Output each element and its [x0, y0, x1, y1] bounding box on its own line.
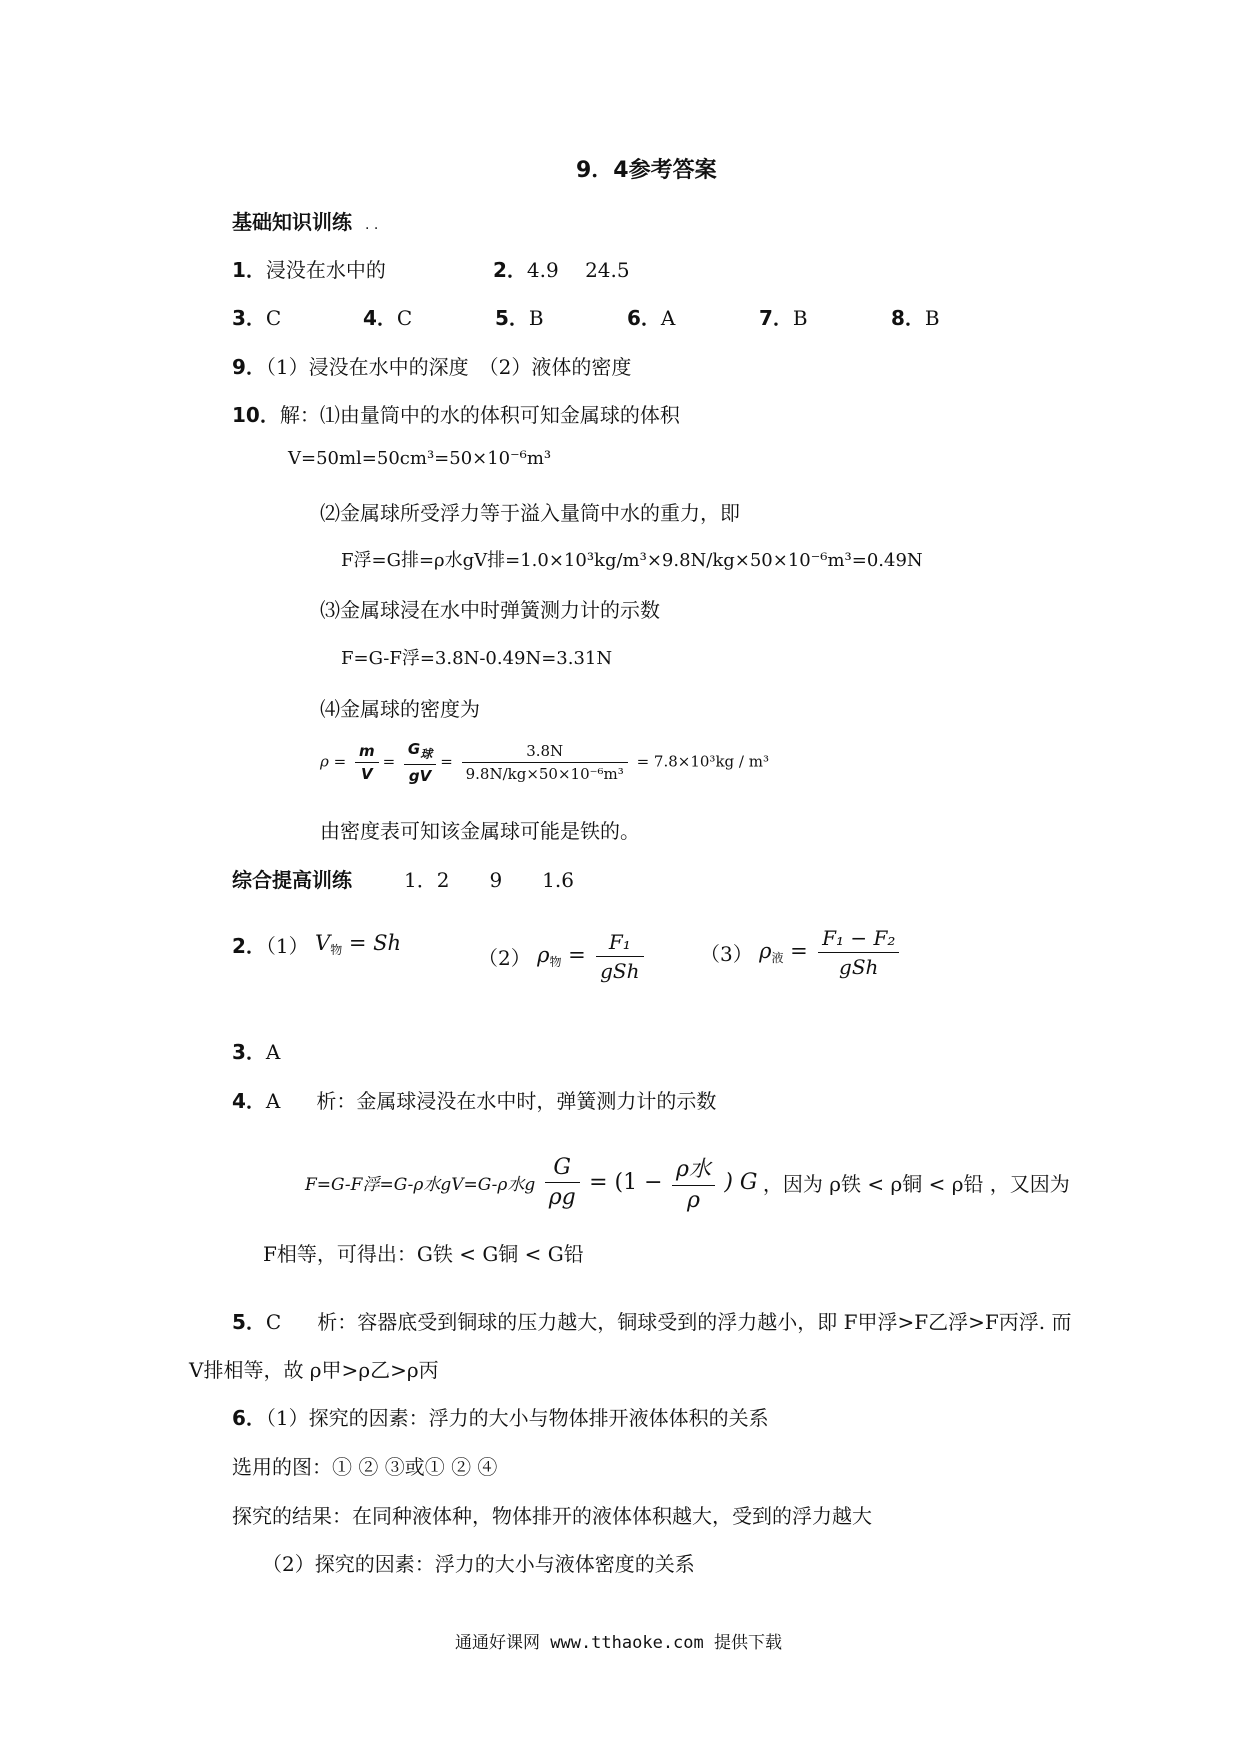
answer-text: （1）探究的因素：浮力的大小与物体排开液体体积的关系	[265, 1406, 769, 1430]
rho-symbol: ρ	[537, 943, 550, 967]
question-number: 2．	[493, 258, 527, 282]
answer-text: C	[396, 306, 413, 330]
scale-force-derivation	[305, 1152, 1070, 1213]
question-number: 3．	[232, 1040, 266, 1064]
fraction-numerator: ρ水	[672, 1152, 715, 1186]
question-number: 8．	[891, 306, 925, 330]
fraction-rho-water-over-rho	[672, 1152, 715, 1213]
question-number: 4．	[232, 1089, 266, 1113]
advanced-question-2	[232, 930, 401, 959]
equation-right: ) G	[724, 1170, 758, 1195]
section-heading-advanced: 综合提高训练	[232, 868, 352, 892]
question-number: 5．	[495, 306, 529, 330]
answer-text: 浸没在水中的	[265, 258, 386, 282]
advanced-question-1: 1．2 9 1.6	[404, 868, 574, 892]
question-number: 6．	[232, 1406, 266, 1430]
fraction-denominator: V	[360, 765, 373, 783]
fraction-denominator: gSh	[600, 959, 640, 983]
fraction-f1-over-gsh	[596, 930, 643, 983]
fraction-f1-minus-f2-over-gsh	[818, 926, 899, 979]
analysis-text: 析：容器底受到铜球的压力越大，铜球受到的浮力越小，即 F甲浮>F乙浮>F丙浮. 而	[317, 1310, 1072, 1334]
answer-text: B	[528, 306, 544, 330]
rho-subscript: 物	[549, 955, 562, 969]
advanced-question-5-line-2: V排相等，故 ρ甲>ρ乙>ρ丙	[189, 1358, 439, 1382]
fraction-numerator: F₁	[596, 930, 643, 957]
mc-answer-4	[363, 302, 412, 331]
advanced-question-4-conclusion: F相等，可得出：G铁 < G铜 < G铅	[263, 1242, 584, 1266]
question-number: 1．	[232, 258, 266, 282]
page-footer: 通通好课网 www.tthaoke.com 提供下载	[455, 1633, 782, 1653]
mc-answer-8	[891, 302, 940, 331]
question-number: 9．	[232, 355, 266, 379]
mc-answer-5	[495, 302, 544, 331]
part-label: （2）	[478, 946, 531, 970]
answer-text: A	[265, 1040, 281, 1064]
answer-text: A	[660, 306, 676, 330]
advanced-question-6-part-2: （2）探究的因素：浮力的大小与液体密度的关系	[262, 1552, 695, 1576]
volume-equation: V=50ml=50cm³=50×10⁻⁶m³	[288, 448, 552, 469]
advanced-question-5	[232, 1306, 1071, 1335]
answer-text: 4.9 24.5	[526, 258, 630, 282]
q10-step-3: ⑶金属球浸在水中时弹簧测力计的示数	[320, 598, 660, 622]
question-number: 5．	[232, 1310, 266, 1334]
answer-text: 解：⑴由量筒中的水的体积可知金属球的体积	[279, 403, 680, 427]
buoyancy-equation: F浮=G排=ρ水gV排=1.0×10³kg/m³×9.8N/kg×50×10⁻⁶m³=0.49N	[341, 550, 923, 571]
scale-reading-equation: F=G-F浮=3.8N-0.49N=3.31N	[341, 648, 613, 669]
fraction-numerator: 3.8N	[462, 742, 628, 763]
answer-text: B	[792, 306, 808, 330]
rho-symbol: ρ	[759, 939, 772, 963]
question-number: 3．	[232, 306, 266, 330]
mc-answer-3	[232, 302, 281, 331]
volume-subscript: 物	[330, 943, 343, 957]
question-number: 7．	[759, 306, 793, 330]
section-heading-basic	[232, 206, 378, 235]
numerator-subscript: 球	[420, 747, 433, 761]
advanced-question-3	[232, 1036, 280, 1065]
question-number: 4．	[363, 306, 397, 330]
answer-text: A	[265, 1089, 281, 1113]
analysis-text: 析：金属球浸没在水中时，弹簧测力计的示数	[316, 1089, 717, 1113]
density-symbol: $\rho_物$ =	[537, 943, 586, 969]
fraction-denominator: ρ	[686, 1188, 700, 1213]
density-result: = 7.8×10³kg / m³	[636, 752, 769, 771]
advanced-question-2-part-2	[478, 930, 648, 983]
advanced-question-4	[232, 1085, 716, 1114]
density-symbol: $\rho_液$ =	[759, 939, 808, 965]
section-dots: . .	[364, 217, 379, 233]
fraction-m-over-v	[355, 742, 379, 783]
answer-text: B	[924, 306, 940, 330]
density-lhs: ρ =	[320, 752, 347, 771]
question-9	[232, 351, 631, 380]
mc-answer-6	[627, 302, 675, 331]
advanced-question-6	[232, 1402, 769, 1431]
q10-conclusion: 由密度表可知该金属球可能是铁的。	[320, 819, 640, 843]
fraction-numerator: G	[545, 1155, 580, 1183]
advanced-question-2-part-3	[700, 926, 903, 979]
volume-symbol: V	[315, 931, 331, 955]
comparison-text: ，因为 ρ铁 < ρ铜 < ρ铅 ，又因为	[762, 1172, 1070, 1196]
fraction-g-over-rhog	[545, 1155, 580, 1210]
equation-middle: = (1 −	[589, 1170, 663, 1195]
fraction-g-over-gv	[404, 740, 436, 785]
q10-step-4: ⑷金属球的密度为	[320, 697, 480, 721]
mc-answer-7	[759, 302, 808, 331]
question-number: 10．	[232, 403, 280, 427]
volume-rhs: = Sh	[348, 931, 402, 955]
q10-step-2: ⑵金属球所受浮力等于溢入量筒中水的重力，即	[320, 501, 740, 525]
fraction-denominator: 9.8N/kg×50×10⁻⁶m³	[465, 765, 624, 783]
section-heading-basic-text: 基础知识训练	[232, 210, 352, 234]
fraction-numerator	[404, 740, 436, 765]
question-2	[493, 254, 630, 283]
question-10	[232, 399, 680, 428]
question-1	[232, 254, 386, 283]
page-title: 9．4参考答案	[576, 158, 717, 183]
answer-text: C	[265, 306, 282, 330]
experiment-result: 探究的结果：在同种液体种，物体排开的液体体积越大，受到的浮力越大	[232, 1504, 872, 1528]
density-equation: ρ = $\frac{m}{V}$ = $\frac{G_球}{gV}$ = $\frac{3.8N}{\text{9.8N/kg×50×10⁻⁶m³}}$ = 7.8×10³kg / m³	[320, 740, 769, 785]
fraction-denominator: ρg	[548, 1185, 576, 1210]
part-label: （3）	[700, 942, 753, 966]
question-number: 2．	[232, 934, 266, 958]
answer-text: C	[265, 1310, 282, 1334]
answer-text: （1）浸没在水中的深度 （2）液体的密度	[265, 355, 632, 379]
fraction-denominator: gSh	[839, 955, 879, 979]
fraction-denominator: gV	[408, 767, 432, 785]
rho-subscript: 液	[771, 951, 784, 965]
selected-figures: 选用的图：① ② ③或① ② ④	[232, 1455, 498, 1479]
numerator-symbol: G	[407, 740, 421, 758]
fraction-numerator: m	[355, 742, 379, 763]
equation-left: F=G-F浮=G-ρ水gV=G-ρ水g	[305, 1175, 536, 1195]
volume-formula	[315, 931, 401, 955]
fraction-numeric	[462, 742, 628, 783]
part-label: （1）	[265, 934, 309, 958]
question-number: 6．	[627, 306, 661, 330]
fraction-numerator: F₁ − F₂	[818, 926, 899, 953]
